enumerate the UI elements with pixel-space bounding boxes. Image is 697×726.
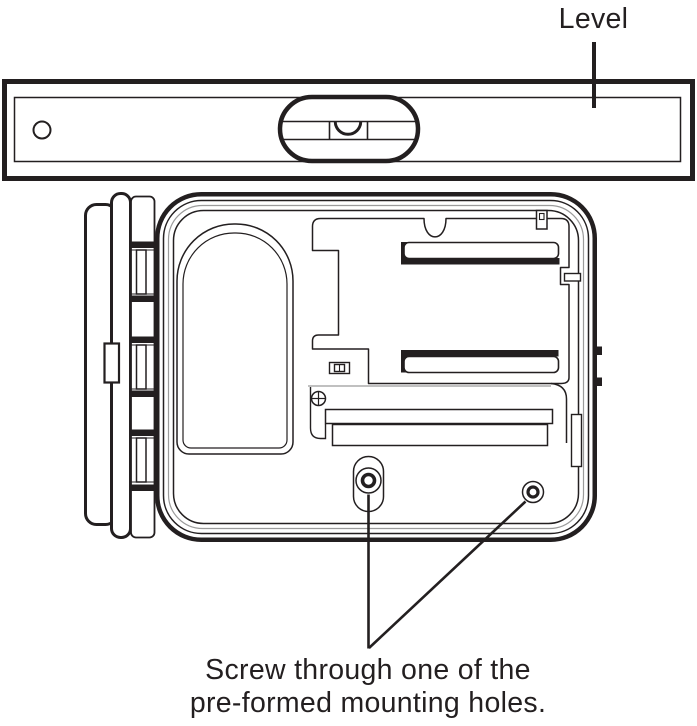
level-label: Level <box>558 3 629 35</box>
terminal-slot-lower <box>401 350 559 373</box>
terminal-cover-upper <box>326 410 553 424</box>
transformer-compartment <box>177 224 293 454</box>
caption-line-2: pre-formed mounting holes. <box>189 687 547 719</box>
top-clip-tab <box>537 211 548 230</box>
vial-housing <box>280 97 418 161</box>
terminal-slot-upper <box>401 242 560 265</box>
level-bubble-vial <box>280 97 418 161</box>
side-lug-top <box>595 347 603 356</box>
side-lug-bottom <box>595 378 603 387</box>
side-clip-tab <box>565 274 581 282</box>
controller-body <box>157 194 602 540</box>
caption-line-1: Screw through one of the <box>205 654 531 686</box>
door-latch <box>105 344 120 383</box>
switch <box>330 363 350 374</box>
door-assembly <box>86 194 156 538</box>
terminal-cover-lower <box>333 425 548 446</box>
level-tool <box>5 82 693 179</box>
side-vent-slot <box>572 415 582 467</box>
